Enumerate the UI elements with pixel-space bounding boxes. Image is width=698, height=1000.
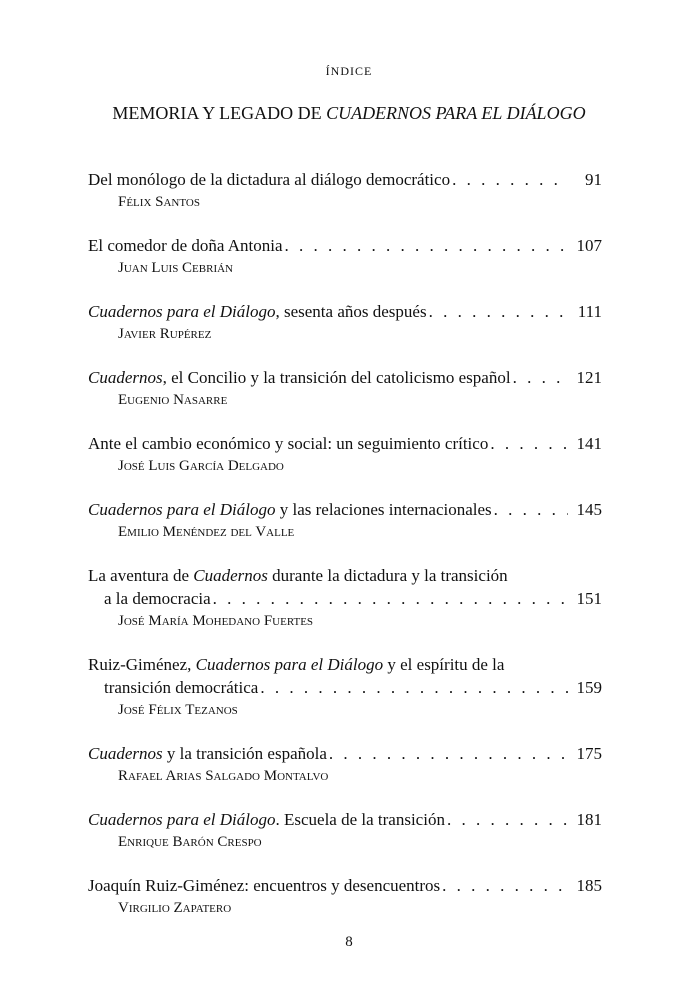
entry-title-italic: Cuadernos xyxy=(193,566,268,585)
leader-dots xyxy=(447,808,568,831)
entry-author: José Luis García Delgado xyxy=(118,458,284,474)
entry-author: Enrique Barón Crespo xyxy=(118,834,262,850)
entry-title[interactable]: Ante el cambio económico y social: un seguimiento crítico xyxy=(88,434,489,453)
entry-title[interactable] xyxy=(88,742,327,765)
toc-entry[interactable] xyxy=(88,498,602,541)
entry-title-plain: , sesenta años después xyxy=(275,302,427,321)
entry-author: José Félix Tezanos xyxy=(118,702,238,718)
entry-title-italic: Cuadernos para el Diálogo xyxy=(88,810,276,829)
toc-entry[interactable] xyxy=(88,564,602,630)
toc-entry[interactable] xyxy=(88,300,602,343)
toc-entry[interactable] xyxy=(88,432,602,475)
section-title-italic: CUADERNOS PARA EL DIÁLOGO xyxy=(326,103,586,123)
toc-entry[interactable] xyxy=(88,168,602,211)
leader-dots xyxy=(213,587,568,610)
leader-dots xyxy=(513,366,568,389)
entry-title[interactable] xyxy=(88,498,492,521)
entry-title-plain: La aventura de xyxy=(88,566,194,585)
entry-author: Félix Santos xyxy=(118,194,200,210)
entry-page: 111 xyxy=(577,302,602,321)
running-header: ÍNDICE xyxy=(325,64,373,78)
entry-author: Javier Rupérez xyxy=(118,326,212,342)
entry-title-plain: . Escuela de la transición xyxy=(275,810,445,829)
entry-title-italic: Cuadernos para el Diálogo xyxy=(88,500,276,519)
entry-title[interactable]: Del monólogo de la dictadura al diálogo democrático xyxy=(88,170,451,189)
entry-author: Eugenio Nasarre xyxy=(118,392,228,408)
entry-title-line1[interactable] xyxy=(88,564,602,587)
section-title-plain: MEMORIA Y LEGADO DE xyxy=(112,103,327,123)
toc-entry[interactable] xyxy=(88,366,602,409)
toc-entry[interactable] xyxy=(88,874,602,917)
section-title xyxy=(100,102,598,125)
leader-dots xyxy=(490,432,568,455)
entry-author: Emilio Menéndez del Valle xyxy=(118,524,295,540)
leader-dots xyxy=(442,874,568,897)
entry-title-plain: y el espíritu de la xyxy=(383,655,505,674)
toc-entry[interactable] xyxy=(88,808,602,851)
toc-entry[interactable] xyxy=(88,653,602,719)
leader-dots xyxy=(285,234,568,257)
entry-title-italic: Cuadernos xyxy=(88,744,163,763)
entry-title-line1[interactable] xyxy=(88,653,602,676)
entry-title-plain: , el Concilio y la transición del catolicismo español xyxy=(162,368,511,387)
entry-title[interactable]: El comedor de doña Antonia xyxy=(88,236,283,255)
entry-title-line2[interactable]: a la democracia xyxy=(104,589,211,608)
entry-author: Juan Luis Cebrián xyxy=(118,260,234,276)
entry-title-plain: y las relaciones internacionales xyxy=(275,500,492,519)
table-of-contents xyxy=(88,168,602,940)
toc-entry[interactable] xyxy=(88,742,602,785)
entry-title-plain: durante la dictadura y la transición xyxy=(267,566,508,585)
leader-dots xyxy=(494,498,568,521)
page-number: 8 xyxy=(345,934,353,950)
entry-author: Virgilio Zapatero xyxy=(118,900,232,916)
entry-page: 159 xyxy=(576,678,602,697)
entry-page: 121 xyxy=(576,368,602,387)
leader-dots xyxy=(429,300,568,323)
leader-dots xyxy=(260,676,568,699)
entry-page: 181 xyxy=(576,810,602,829)
entry-title-italic: Cuadernos para el Diálogo xyxy=(88,302,276,321)
entry-title[interactable] xyxy=(88,808,445,831)
entry-page: 175 xyxy=(576,744,602,763)
entry-page: 141 xyxy=(576,434,602,453)
entry-page: 151 xyxy=(576,589,602,608)
entry-page: 145 xyxy=(576,500,602,519)
entry-page: 185 xyxy=(576,876,602,895)
entry-title-line2[interactable]: transición democrática xyxy=(104,678,259,697)
entry-title-plain: y la transición española xyxy=(162,744,327,763)
entry-title[interactable]: Joaquín Ruiz-Giménez: encuentros y desencuentros xyxy=(88,876,441,895)
leader-dots xyxy=(329,742,568,765)
entry-title[interactable] xyxy=(88,366,511,389)
entry-title-italic: Cuadernos para el Diálogo xyxy=(195,655,384,674)
entry-author: Rafael Arias Salgado Montalvo xyxy=(118,768,329,784)
entry-title-plain: Ruiz-Giménez, xyxy=(88,655,196,674)
entry-page: 107 xyxy=(576,236,602,255)
leader-dots xyxy=(452,168,568,191)
entry-title[interactable] xyxy=(88,300,427,323)
toc-entry[interactable] xyxy=(88,234,602,277)
entry-page: 91 xyxy=(585,170,602,189)
entry-author: José María Mohedano Fuertes xyxy=(118,613,314,629)
entry-title-italic: Cuadernos xyxy=(88,368,163,387)
